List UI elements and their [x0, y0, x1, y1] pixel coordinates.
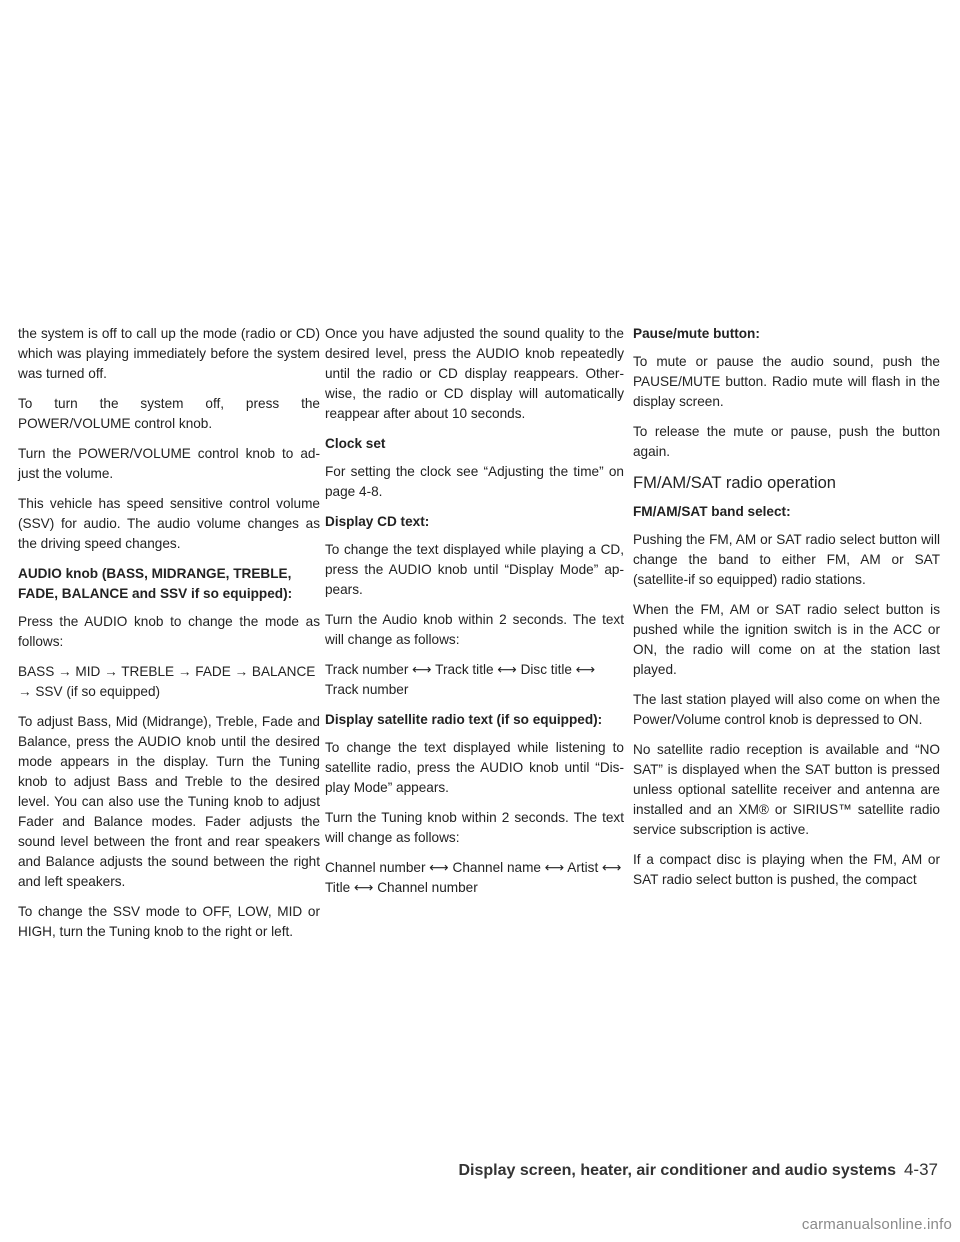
text-column-3: [633, 324, 940, 900]
paragraph: No satellite radio reception is available and “NO SAT” is displayed when the SAT button is pressed unless optional satellite receiver and antenna are installed and an XM® or SIRIUS™ satellite radio service subscription is active.: [633, 742, 940, 837]
subheading-audio-knob: AUDIO knob (BASS, MIDRANGE, TREBLE, FADE, BALANCE and SSV if so equipped):: [18, 566, 293, 601]
page-number: 4-37: [903, 1160, 938, 1179]
chapter-title: Display screen, heater, air conditioner and audio systems: [458, 1162, 896, 1179]
paragraph: Pushing the FM, AM or SAT radio select button will change the band to either FM, AM or SAT (satellite-if so equipped) radio stations.: [633, 532, 940, 587]
page-footer: [0, 1160, 938, 1180]
paragraph: the system is off to call up the mode (radio or CD) which was playing immediately before the system was turned off.: [18, 326, 320, 381]
paragraph: The last station played will also come on when the Power/Volume control knob is depressed to ON.: [633, 692, 940, 727]
paragraph: To change the SSV mode to OFF, LOW, MID or HIGH, turn the Tuning knob to the right or left.: [18, 904, 320, 939]
paragraph: This vehicle has speed sensitive control volume (SSV) for audio. The audio volume changes as the driving speed changes.: [18, 496, 320, 551]
subheading-band-select: FM/AM/SAT band select:: [633, 504, 791, 519]
paragraph: Turn the POWER/VOLUME control knob to ad-just the volume.: [18, 446, 320, 481]
paragraph: Turn the Tuning knob within 2 seconds. The text will change as follows:: [325, 810, 624, 845]
paragraph: For setting the clock see “Adjusting the time” on page 4-8.: [325, 464, 624, 499]
paragraph: To turn the system off, press the POWER/VOLUME control knob.: [18, 396, 320, 431]
paragraph: When the FM, AM or SAT radio select button is pushed while the ignition switch is in the ACC or ON, the radio will come on at the station last played.: [633, 602, 940, 677]
paragraph: To change the text displayed while playing a CD, press the AUDIO knob until “Display Mode” ap-pears.: [325, 542, 624, 597]
text-column-1: [18, 324, 320, 952]
subheading-satellite-text: Display satellite radio text (if so equipped):: [325, 712, 603, 727]
paragraph: To release the mute or pause, push the button again.: [633, 424, 940, 459]
subheading-display-cd-text: Display CD text:: [325, 514, 430, 529]
paragraph: To adjust Bass, Mid (Midrange), Treble, Fade and Balance, press the AUDIO knob until the desired mode appears in the display. Turn the Tuning knob to adjust Bass and Treble to the desired level. You can also use the Tuning knob to adjust Fader and Balance modes. Fader adjusts the sound level between the front and rear speakers and Balance adjusts the sound between the right and left speakers.: [18, 714, 320, 889]
text-column-2: [325, 324, 624, 908]
section-title-radio-operation: FM/AM/SAT radio operation: [633, 474, 836, 492]
paragraph: Press the AUDIO knob to change the mode as follows:: [18, 614, 320, 649]
watermark: carmanualsonline.info: [801, 1216, 952, 1233]
paragraph: If a compact disc is playing when the FM, AM or SAT radio select button is pushed, the compact: [633, 852, 940, 887]
paragraph: To mute or pause the audio sound, push the PAUSE/MUTE button. Radio mute will flash in the display screen.: [633, 354, 940, 409]
paragraph: Turn the Audio knob within 2 seconds. The text will change as follows:: [325, 612, 624, 647]
mode-sequence: BASS → MID → TREBLE → FADE → BALANCE → SSV (if so equipped): [18, 664, 316, 699]
cd-text-sequence: Track number ⟷ Track title ⟷ Disc title ⟷ Track number: [325, 662, 596, 697]
paragraph: Once you have adjusted the sound quality to the desired level, press the AUDIO knob repeatedly until the radio or CD display reappears. Other-wise, the radio or CD display will automatically reappear after about 10 seconds.: [325, 326, 624, 421]
paragraph: To change the text displayed while listening to satellite radio, press the AUDIO knob until “Dis-play Mode” appears.: [325, 740, 624, 795]
satellite-text-sequence: Channel number ⟷ Channel name ⟷ Artist ⟷ Title ⟷ Channel number: [325, 860, 622, 895]
subheading-clock-set: Clock set: [325, 436, 386, 451]
subheading-pause-mute: Pause/mute button:: [633, 326, 760, 341]
